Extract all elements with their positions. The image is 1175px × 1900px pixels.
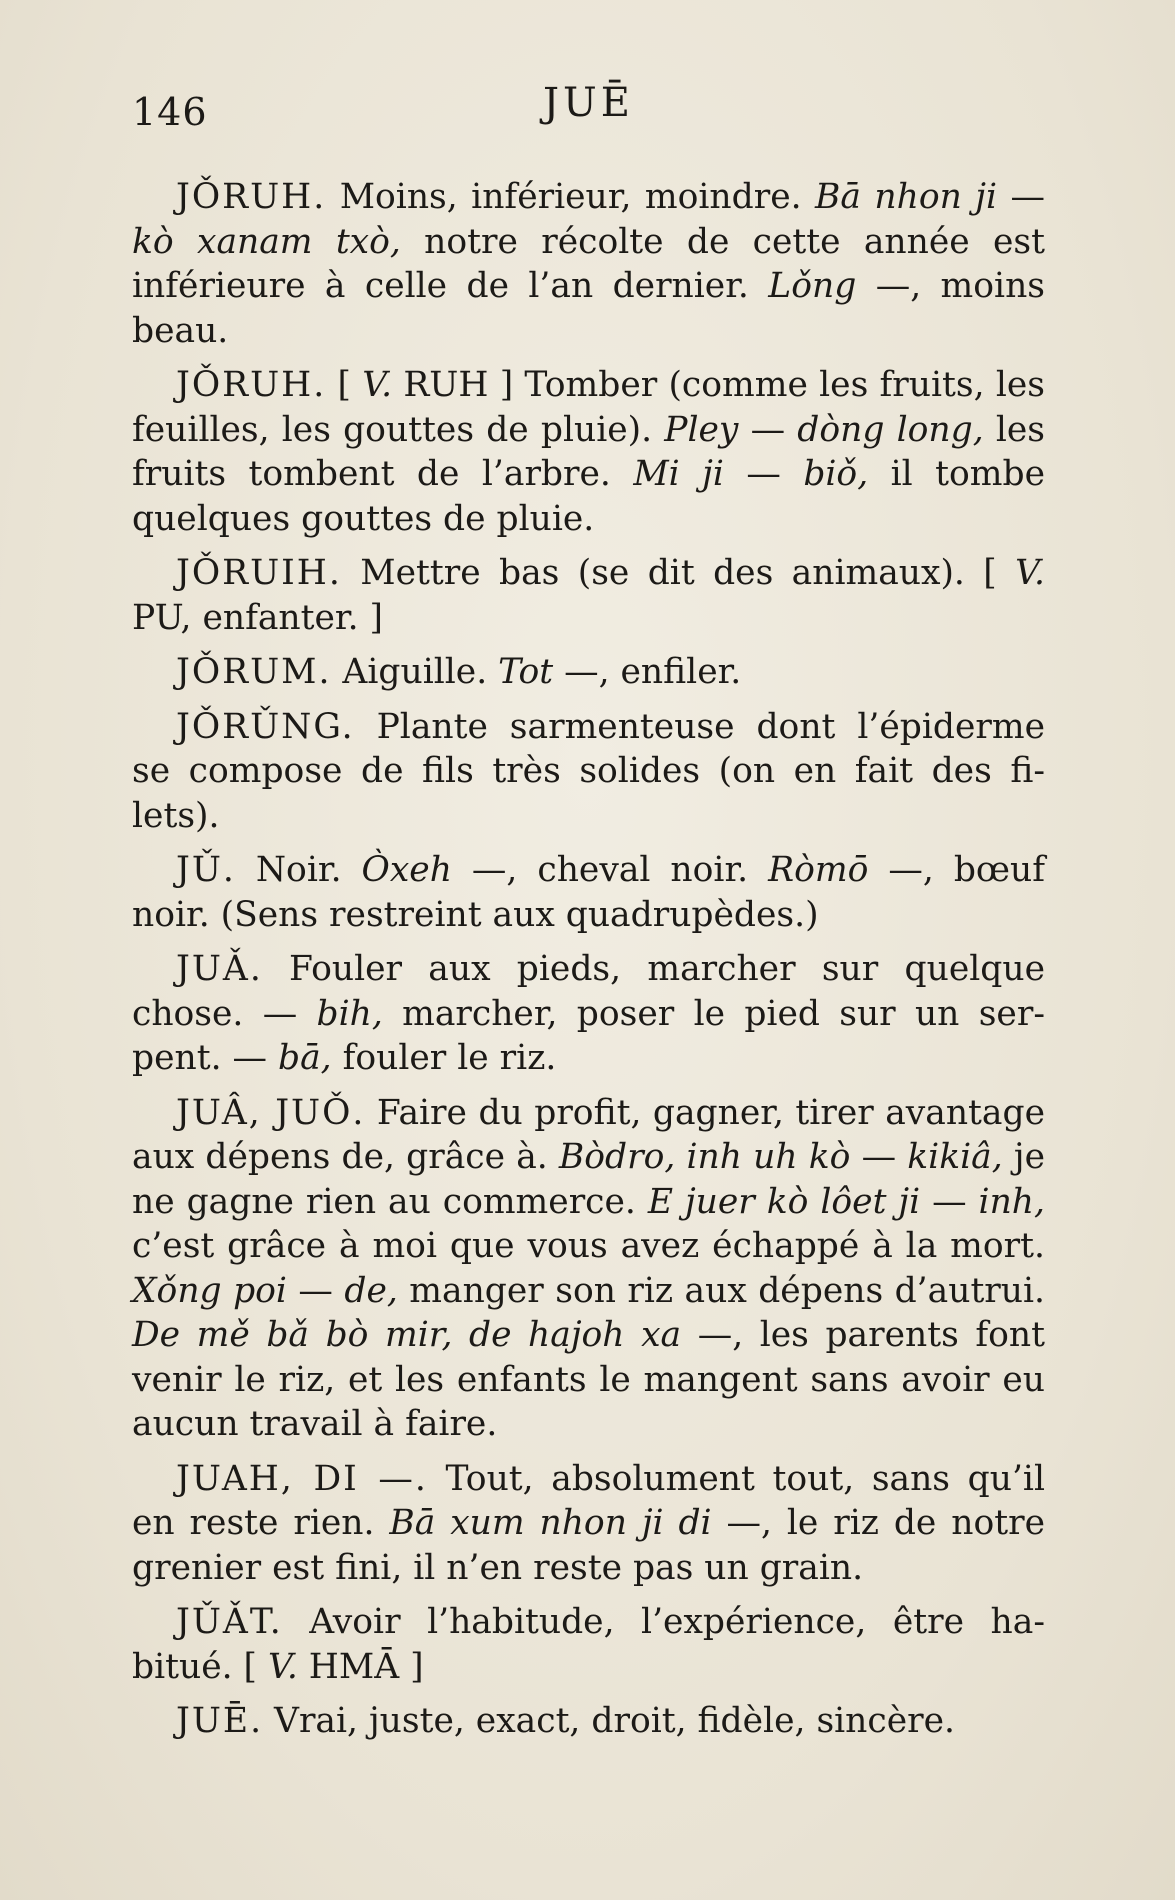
entry-definition-text: — [723, 454, 804, 494]
entry-example: V. [1015, 553, 1045, 593]
entry-definition-text: il tombe quelques gouttes de pluie. [132, 454, 1045, 539]
entry-example: Bā nhon ji [815, 177, 998, 217]
entry-example: Ròmō [768, 850, 869, 890]
entry-definition-text: fouler le riz. [331, 1038, 557, 1078]
entry-headword: JUĒ. [176, 1701, 264, 1741]
entry-definition-text: marcher, poser le pied sur un serpent. — [132, 993, 1045, 1078]
entry-headword: JǑRUIH. [176, 553, 342, 593]
entry-example: bā, [278, 1038, 332, 1078]
entry-definition-text: —, moins beau. [132, 266, 1045, 351]
entry-definition-text: Avoir l’habitude, l’expérience, être habitué. [ [132, 1602, 1045, 1687]
entry-example: bih, [316, 993, 383, 1034]
entry-definition-text: Moins, inférieur, moindre. [326, 177, 816, 217]
entry-headword: JǑRUH. [176, 177, 327, 217]
entry-definition-text: —, enfiler. [553, 652, 742, 692]
entry-definition-text: — [286, 1270, 345, 1311]
entry-example: De mě bǎ bò mir, de hajoh xa [132, 1315, 682, 1355]
entry-example: inh, [978, 1181, 1045, 1222]
page-number: 146 [132, 90, 208, 134]
entry-definition-text: Fouler aux pieds, marcher sur quelque chose. — [132, 949, 1045, 1034]
entry-definition-text: Mettre bas (se dit des animaux). [ [341, 553, 1016, 593]
entry-example: Òxeh [361, 850, 452, 890]
entry-definition-text: manger son riz aux dépens d’autrui. [397, 1270, 1046, 1311]
dictionary-entry [132, 1457, 1045, 1591]
dictionary-entry [132, 551, 1045, 640]
dictionary-entry [132, 848, 1045, 937]
dictionary-entry [132, 947, 1045, 1081]
entry-definition-text: HMĀ ] [297, 1646, 424, 1687]
entry-example: biǒ, [803, 454, 869, 494]
entry-definition-text: les fruits tombent de l’arbre. [132, 409, 1046, 494]
entry-definition-text: [ [326, 365, 363, 405]
dictionary-entry [132, 705, 1045, 839]
entry-headword: JǑRUH. [176, 365, 327, 405]
entry-example: Bòdro, inh uh kò [558, 1137, 851, 1177]
dictionary-entry [132, 650, 1045, 695]
entry-definition-text: je ne gagne rien au commerce. [132, 1137, 1045, 1222]
entry-example: Tot [498, 652, 554, 692]
entry-definition-text: —, les parents font venir le riz, et les enfants le mangent sans avoir eu aucun travail à faire. [132, 1315, 1045, 1444]
entry-example: V. [362, 365, 393, 405]
dictionary-entry [132, 1699, 1045, 1744]
dictionary-entry [132, 1091, 1045, 1447]
entry-definition-text: RUH ] Tomber (comme les fruits, les feuilles, les gouttes de pluie). [132, 365, 1045, 450]
entry-definition-text: — [738, 409, 798, 450]
entry-definition-text: — [920, 1181, 979, 1222]
entry-definition-text: —, le riz de notre grenier est fini, il n’en reste pas un grain. [132, 1503, 1045, 1588]
dictionary-entry [132, 363, 1045, 541]
entry-example: V. [267, 1646, 298, 1687]
entry-example: kikiâ, [907, 1137, 1003, 1177]
dictionary-entries [132, 175, 1045, 1744]
entry-headword: JUÂ, JUǑ. [176, 1092, 366, 1133]
entry-headword: JǓ. [176, 850, 236, 890]
entry-example: Xǒng poi [132, 1270, 287, 1311]
entry-definition-text: Aiguille. [331, 652, 499, 692]
entry-example: Pley [664, 409, 739, 450]
entry-definition-text: Faire du profit, gagner, tirer avantage aux dépens de, grâce à. [132, 1092, 1045, 1177]
entry-headword: JǓǍT. [176, 1602, 283, 1642]
entry-definition-text: notre récolte de cette année est inférieure à celle de l’an dernier. [132, 221, 1045, 306]
entry-definition-text: — [997, 177, 1046, 217]
entry-definition-text: — [850, 1137, 908, 1177]
entry-example: dòng long, [797, 409, 984, 450]
running-head: JUĒ [543, 80, 634, 126]
entry-example: Mi ji [633, 454, 724, 494]
entry-example: kò xanam txò, [132, 221, 401, 262]
entry-headword: JǑRUM. [176, 652, 332, 692]
entry-headword: JǑRǓNG. [176, 706, 355, 747]
entry-definition-text: Tout, absolument tout, sans qu’il en reste rien. [132, 1458, 1045, 1543]
page-header [132, 0, 1045, 175]
entry-definition-text: —, cheval noir. [451, 850, 769, 890]
entry-example: Lǒng [768, 266, 857, 306]
entry-definition-text: —, bœuf noir. (Sens restreint aux quadrupèdes.) [132, 850, 1046, 935]
entry-definition-text: Vrai, juste, exact, droit, fidèle, sincère. [263, 1701, 956, 1741]
entry-definition-text: Plante sarmenteuse dont l’épiderme se compose de fils très solides (on en fait des filets). [132, 706, 1045, 836]
entry-definition-text: PU, enfanter. ] [132, 597, 384, 638]
entry-example: E juer kò lôet ji [647, 1181, 921, 1222]
entry-example: Bā xum nhon ji di [389, 1503, 712, 1543]
entry-definition-text: Noir. [235, 850, 362, 890]
entry-headword: JUǍ. [176, 949, 263, 989]
entry-example: de, [344, 1270, 398, 1311]
entry-definition-text: c’est grâce à moi que vous avez échappé à la mort. [132, 1226, 1045, 1266]
dictionary-entry [132, 1600, 1045, 1689]
dictionary-entry [132, 175, 1045, 353]
entry-headword: JUAH, DI —. [176, 1458, 428, 1499]
